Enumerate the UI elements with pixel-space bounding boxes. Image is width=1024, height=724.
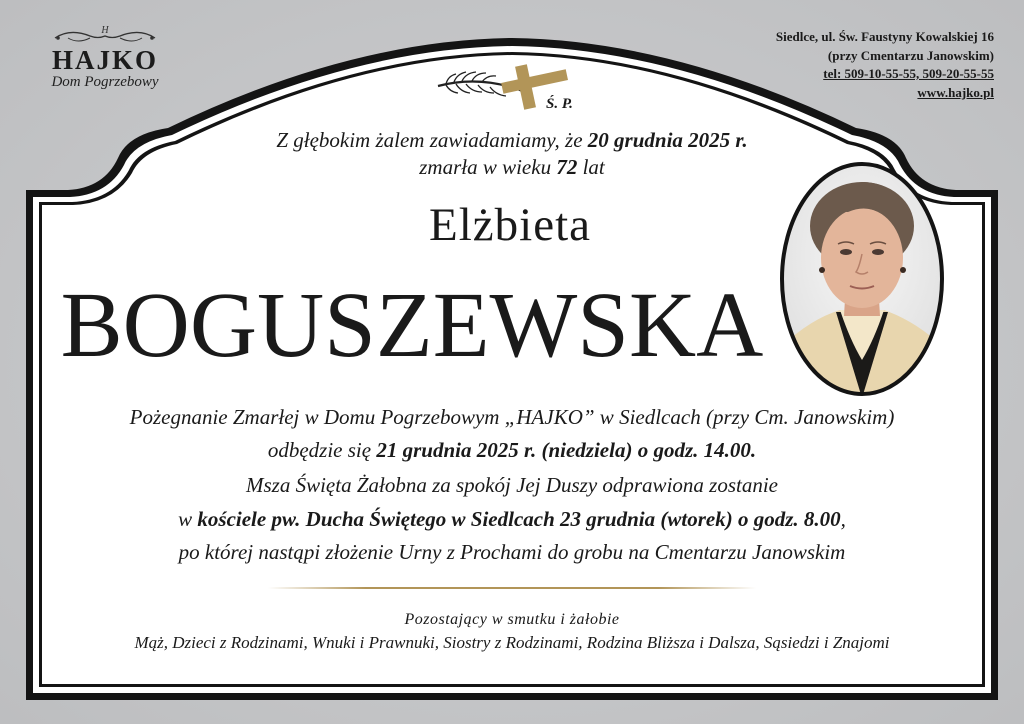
contact-block — [776, 28, 994, 102]
portrait-photo — [778, 160, 946, 398]
burial-line: po której nastąpi złożenie Urny z Prochami do grobu na Cmentarzu Janowskim — [178, 540, 846, 564]
deceased-surname: BOGUSZEWSKA — [60, 274, 764, 377]
mass-line: Msza Święta Żałobna za spokój Jej Duszy odprawiona zostanie — [245, 473, 778, 497]
logo-name: HAJKO — [51, 45, 158, 75]
date-of-death: 20 grudnia 2025 r. — [587, 128, 748, 152]
address-line-1: Siedlce, ul. Św. Faustyny Kowalskiej 16 — [775, 29, 994, 44]
address-line-2: (przy Cmentarzu Janowskim) — [827, 47, 994, 63]
gold-divider — [268, 587, 756, 589]
mourners-list: Mąż, Dzieci z Rodzinami, Wnuki i Prawnuki, Siostry z Rodzinami, Rodzina Bliższa i Dalsza, Sąsiedzi i Znajomi — [134, 633, 890, 652]
mass-details: kościele pw. Ducha Świętego w Siedlcach 23 grudnia (wtorek) o godz. 8.00 — [197, 507, 841, 531]
age-value: 72 — [556, 155, 578, 179]
ornament-icon — [50, 24, 160, 46]
sp-label: Ś. P. — [546, 96, 573, 112]
farewell-date-line: odbędzie się 21 grudnia 2025 r. (niedziela) o godz. 14.00. — [267, 438, 757, 462]
announcement-intro: Z głębokim żalem zawiadamiamy, że 20 grudnia 2025 r. — [276, 128, 748, 152]
logo-subtitle: Dom Pogrzebowy — [51, 74, 159, 90]
phone-numbers[interactable]: tel: 509-10-55-55, 509-20-55-55 — [823, 66, 994, 81]
deceased-first-name: Elżbieta — [429, 199, 591, 251]
mourners-heading: Pozostający w smutku i żałobie — [404, 611, 620, 628]
funeral-home-logo — [30, 24, 180, 90]
farewell-date: 21 grudnia 2025 r. (niedziela) o godz. 14.00. — [376, 438, 757, 462]
logo-monogram: H — [101, 25, 109, 36]
mass-details-line: w kościele pw. Ducha Świętego w Siedlcach 23 grudnia (wtorek) o godz. 8.00, — [178, 507, 846, 531]
website-link[interactable]: www.hajko.pl — [917, 84, 994, 100]
farewell-line: Pożegnanie Zmarłej w Domu Pogrzebowym „HAJKO” w Siedlcach (przy Cm. Janowskim) — [129, 405, 895, 429]
age-line: zmarła w wieku 72 lat — [419, 155, 605, 179]
